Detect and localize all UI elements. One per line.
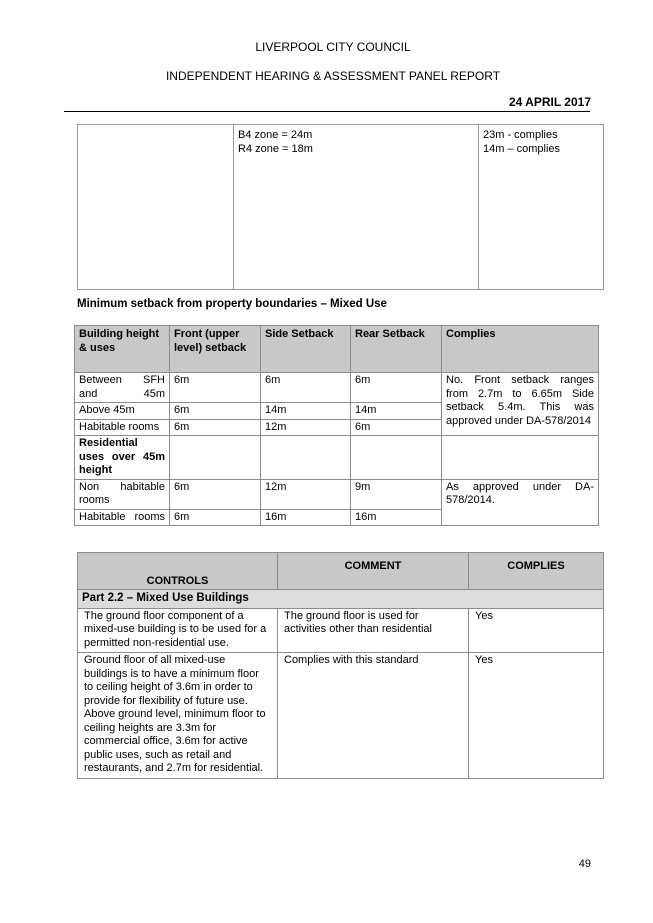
row-use: Non habitable rooms [75, 479, 170, 509]
col-header-complies: Complies [442, 326, 599, 373]
col-header-complies: COMPLIES [469, 553, 604, 590]
height-complies-cell [479, 125, 604, 290]
complies-line: 23m - complies [483, 129, 558, 141]
standard-line: R4 zone = 18m [238, 143, 313, 155]
row-front: 6m [170, 419, 261, 436]
row-use: Habitable rooms [75, 419, 170, 436]
row-front: 6m [170, 479, 261, 509]
report-date: 24 APRIL 2017 [508, 95, 591, 109]
row-rear: 6m [351, 419, 442, 436]
row-rear: 6m [351, 373, 442, 403]
complies-note-1: No. Front setback ranges from 2.7m to 6.65m Side setback 5.4m. This was approved under DA-578/2014 [442, 373, 599, 436]
table-row [78, 125, 604, 290]
row-side: 14m [261, 403, 351, 420]
col-header-comment: COMMENT [278, 553, 469, 590]
controls-table [77, 552, 604, 779]
col-header-rear: Rear Setback [351, 326, 442, 373]
empty-cell [78, 125, 234, 290]
table-row [75, 373, 599, 403]
col-header-front: Front (upper level) setback [170, 326, 261, 373]
section-row [75, 436, 599, 480]
empty-cell [442, 436, 599, 480]
row-front: 6m [170, 403, 261, 420]
col-header-side: Side Setback [261, 326, 351, 373]
setback-heading: Minimum setback from property boundaries – Mixed Use [77, 298, 387, 310]
complies-text: Yes [469, 608, 604, 653]
row-front: 6m [170, 509, 261, 526]
row-rear: 16m [351, 509, 442, 526]
empty-cell [261, 436, 351, 480]
header-row [75, 326, 599, 373]
row-rear: 9m [351, 479, 442, 509]
section-label: Part 2.2 – Mixed Use Buildings [78, 590, 604, 609]
comment-text: The ground floor is used for activities other than residential [278, 608, 469, 653]
section-label: Residential uses over 45m height [75, 436, 170, 480]
height-standard-cell [234, 125, 479, 290]
height-table [77, 124, 604, 290]
row-side: 16m [261, 509, 351, 526]
council-name: LIVERPOOL CITY COUNCIL [255, 40, 411, 54]
complies-text: Yes [469, 653, 604, 779]
table-row [75, 479, 599, 509]
row-use: Above 45m [75, 403, 170, 420]
table-row [78, 608, 604, 653]
row-side: 6m [261, 373, 351, 403]
empty-cell [170, 436, 261, 480]
setback-table [74, 325, 599, 526]
row-rear: 14m [351, 403, 442, 420]
row-side: 12m [261, 419, 351, 436]
table-row [78, 653, 604, 779]
header-rule [64, 111, 590, 112]
row-use: Habitable rooms [75, 509, 170, 526]
complies-line: 14m – complies [483, 143, 561, 155]
control-text: The ground floor component of a mixed-use building is to be used for a permitted non-residential use. [78, 608, 278, 653]
comment-text: Complies with this standard [278, 653, 469, 779]
empty-cell [351, 436, 442, 480]
report-title: INDEPENDENT HEARING & ASSESSMENT PANEL REPORT [165, 69, 501, 83]
control-text: Ground floor of all mixed-use buildings is to have a minimum floor to ceiling height of 3.6m in order to provide for flexibility of future use. Above ground level, minimum floor to ceiling heights are 3.3m for commercial office, 3.6m for active public uses, such as retail and restaurants, and 2.7m for residential. [78, 653, 278, 779]
row-side: 12m [261, 479, 351, 509]
complies-note-2: As approved under DA-578/2014. [442, 479, 599, 526]
standard-line: B4 zone = 24m [238, 129, 313, 141]
col-header-controls: CONTROLS [78, 553, 278, 590]
page-number: 49 [578, 858, 591, 870]
col-header-height-uses: Building height & uses [75, 326, 170, 373]
row-front: 6m [170, 373, 261, 403]
row-use: Between SFH and 45m [75, 373, 170, 403]
header-row [78, 553, 604, 590]
section-row [78, 590, 604, 609]
